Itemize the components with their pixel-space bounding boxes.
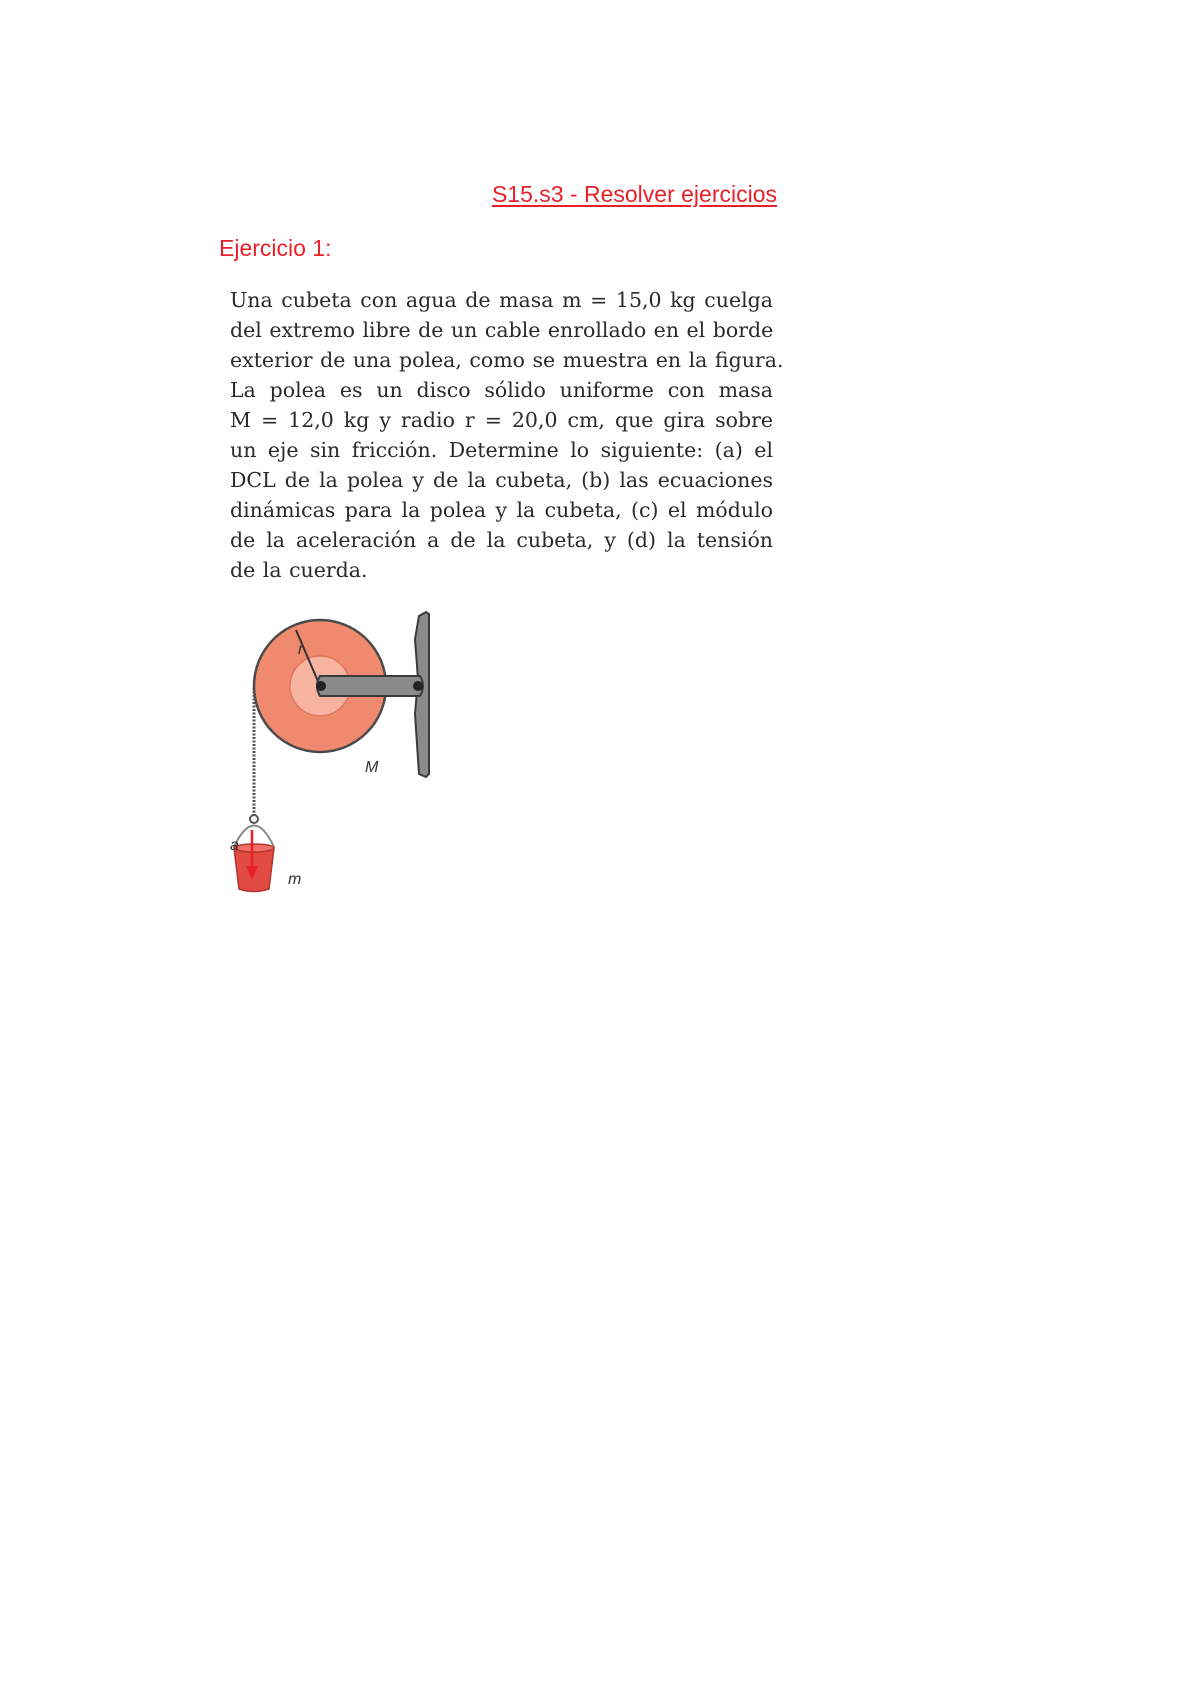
problem-line: dinámicas para la polea y la cubeta, (c) el módulo <box>230 498 773 522</box>
problem-line: de la aceleración a de la cubeta, y (d) la tensión <box>230 528 773 552</box>
problem-line: Una cubeta con agua de masa m = 15,0 kg cuelga <box>230 288 773 312</box>
problem-line: La polea es un disco sólido uniforme con masa <box>230 378 773 402</box>
problem-line: del extremo libre de un cable enrollado en el borde <box>230 318 774 342</box>
problem-line: de la cuerda. <box>230 558 368 582</box>
problem-line: un eje sin fricción. Determine lo siguiente: (a) el <box>230 438 773 462</box>
pulley-figure <box>230 604 460 894</box>
rope-hook <box>250 815 258 823</box>
problem-line: exterior de una polea, como se muestra en la figura. <box>230 348 784 372</box>
axle-arm <box>317 676 423 696</box>
problem-line: M = 12,0 kg y radio r = 20,0 cm, que gira sobre <box>230 408 773 432</box>
acceleration-label: a <box>230 837 239 854</box>
axle-pin <box>316 681 326 691</box>
bracket-pin <box>413 681 423 691</box>
radius-label: r <box>298 641 304 658</box>
exercise-title: Ejercicio 1: <box>219 235 332 261</box>
pulley-mass-label: M <box>365 759 379 776</box>
problem-statement <box>230 285 784 585</box>
problem-line: DCL de la polea y de la cubeta, (b) las ecuaciones <box>230 468 773 492</box>
bucket-rim <box>234 844 274 852</box>
bucket-mass-label: m <box>288 871 302 888</box>
page-header-title: S15.s3 - Resolver ejercicios <box>491 181 777 207</box>
